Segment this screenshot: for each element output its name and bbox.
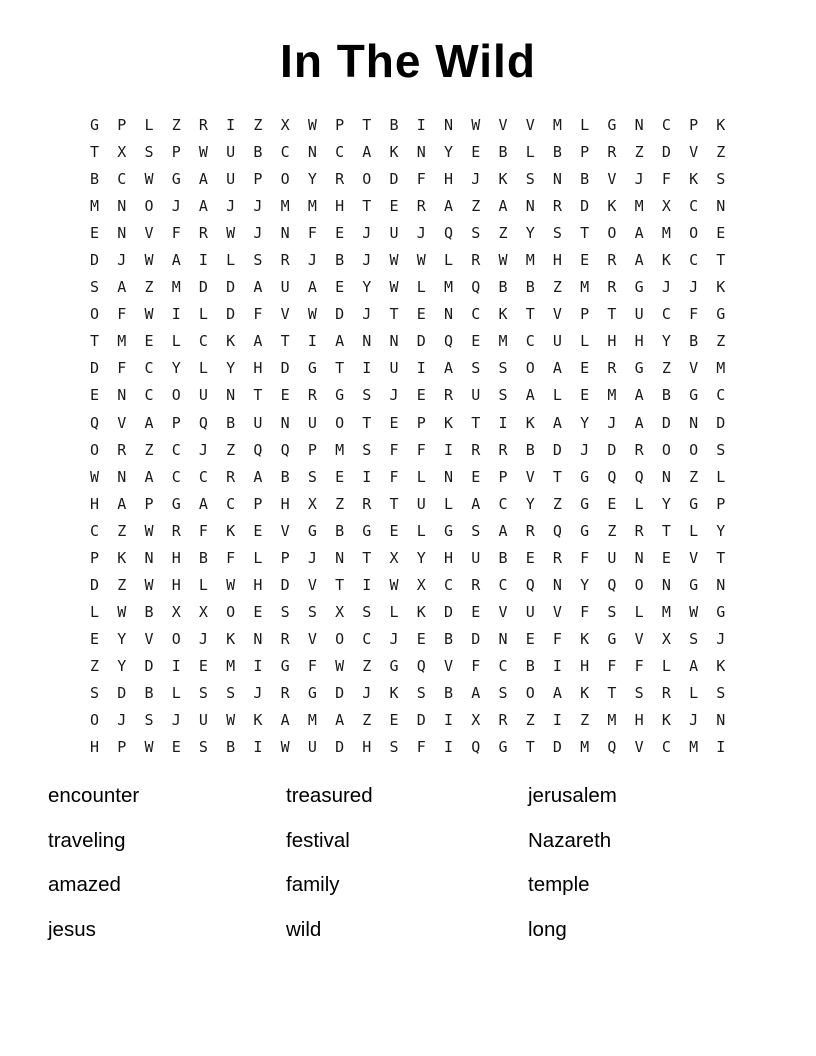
word-search-grid <box>90 112 744 761</box>
grid-row: QVAPQBUNUOTEPKTIKAYJADND <box>90 413 744 432</box>
grid-row: GPLZRIZXWPTBINWVVMLGNCPK <box>90 116 744 134</box>
word-item: treasured <box>286 784 373 807</box>
grid-row: BCWGAUPOYRODFHJKSNBVJFKS <box>90 170 744 189</box>
word-list-column <box>286 782 528 960</box>
grid-row: OJSJUWKAMAZEDIXRZIZMHKJN <box>90 711 744 730</box>
word-item: wild <box>286 917 322 941</box>
grid-row: PKNHBFLPJNTXYHUBERFUNEVT <box>90 548 744 567</box>
grid-row: MNOJAJJMMHTERAZANRDKMXCN <box>90 197 744 216</box>
word-item: Nazareth <box>528 828 612 852</box>
grid-row: HAPGACPHXZRTULACYZGELYGP <box>90 494 744 513</box>
word-list-column <box>48 782 286 960</box>
grid-row: ENVFRWJNFEJUJQSZYSTOAMOE <box>90 224 744 243</box>
word-list <box>48 782 776 960</box>
grid-row: ORZCJZQQPMSFFIRRBDJDROOS <box>90 440 744 459</box>
grid-row: EYVOJKNRVOCJEBDNEFKGVXSJ <box>90 629 744 648</box>
grid-row: DJWAILSRJBJWWLRWMHERAKCT <box>90 251 744 270</box>
word-list-column <box>528 782 728 960</box>
grid-row: WNACCRABSEIFLNEPVTGQQNZL <box>90 467 744 486</box>
word-item: temple <box>528 873 590 896</box>
word-item: traveling <box>48 828 126 852</box>
word-item: jesus <box>48 917 96 941</box>
word-item: festival <box>286 828 350 852</box>
word-item: family <box>286 873 340 896</box>
word-item: encounter <box>48 784 140 807</box>
word-item: long <box>528 917 567 941</box>
grid-row: SDBLSSJRGDJKSBASOAKTSRLS <box>90 683 744 702</box>
page-title: In The Wild <box>280 35 536 87</box>
word-item: jerusalem <box>528 784 617 807</box>
grid-row: CZWRFKEVGBGELGSARQGZRTLY <box>90 521 744 540</box>
grid-row: ENCOUNTERGSJERUSALEMABGC <box>90 386 744 405</box>
grid-row: LWBXXOESSXSLKDEVUVFSLMWG <box>90 602 744 621</box>
grid-row: HPWESBIWUDHSFIQGTDMQVCMI <box>90 738 744 757</box>
word-item: amazed <box>48 873 121 896</box>
grid-row: ZYDIEMIGFWZGQVFCBIHFFLAK <box>90 656 744 675</box>
grid-row: TMELCKATIANNDQEMCULHHYBZ <box>90 332 744 351</box>
grid-row: TXSPWUBCNCAKNYEBLBPRZDVZ <box>90 143 744 162</box>
grid-row: SAZMDDAUAEYWLMQBBZMRGJJK <box>90 278 744 297</box>
grid-row: DFCYLYHDGTIUIASSOAERGZVM <box>90 359 744 378</box>
grid-row: OFWILDFVWDJTENCKTVPTUCFG <box>90 305 744 324</box>
grid-row: DZWHLWHDVTIWXCRCQNYQONGN <box>90 575 744 594</box>
